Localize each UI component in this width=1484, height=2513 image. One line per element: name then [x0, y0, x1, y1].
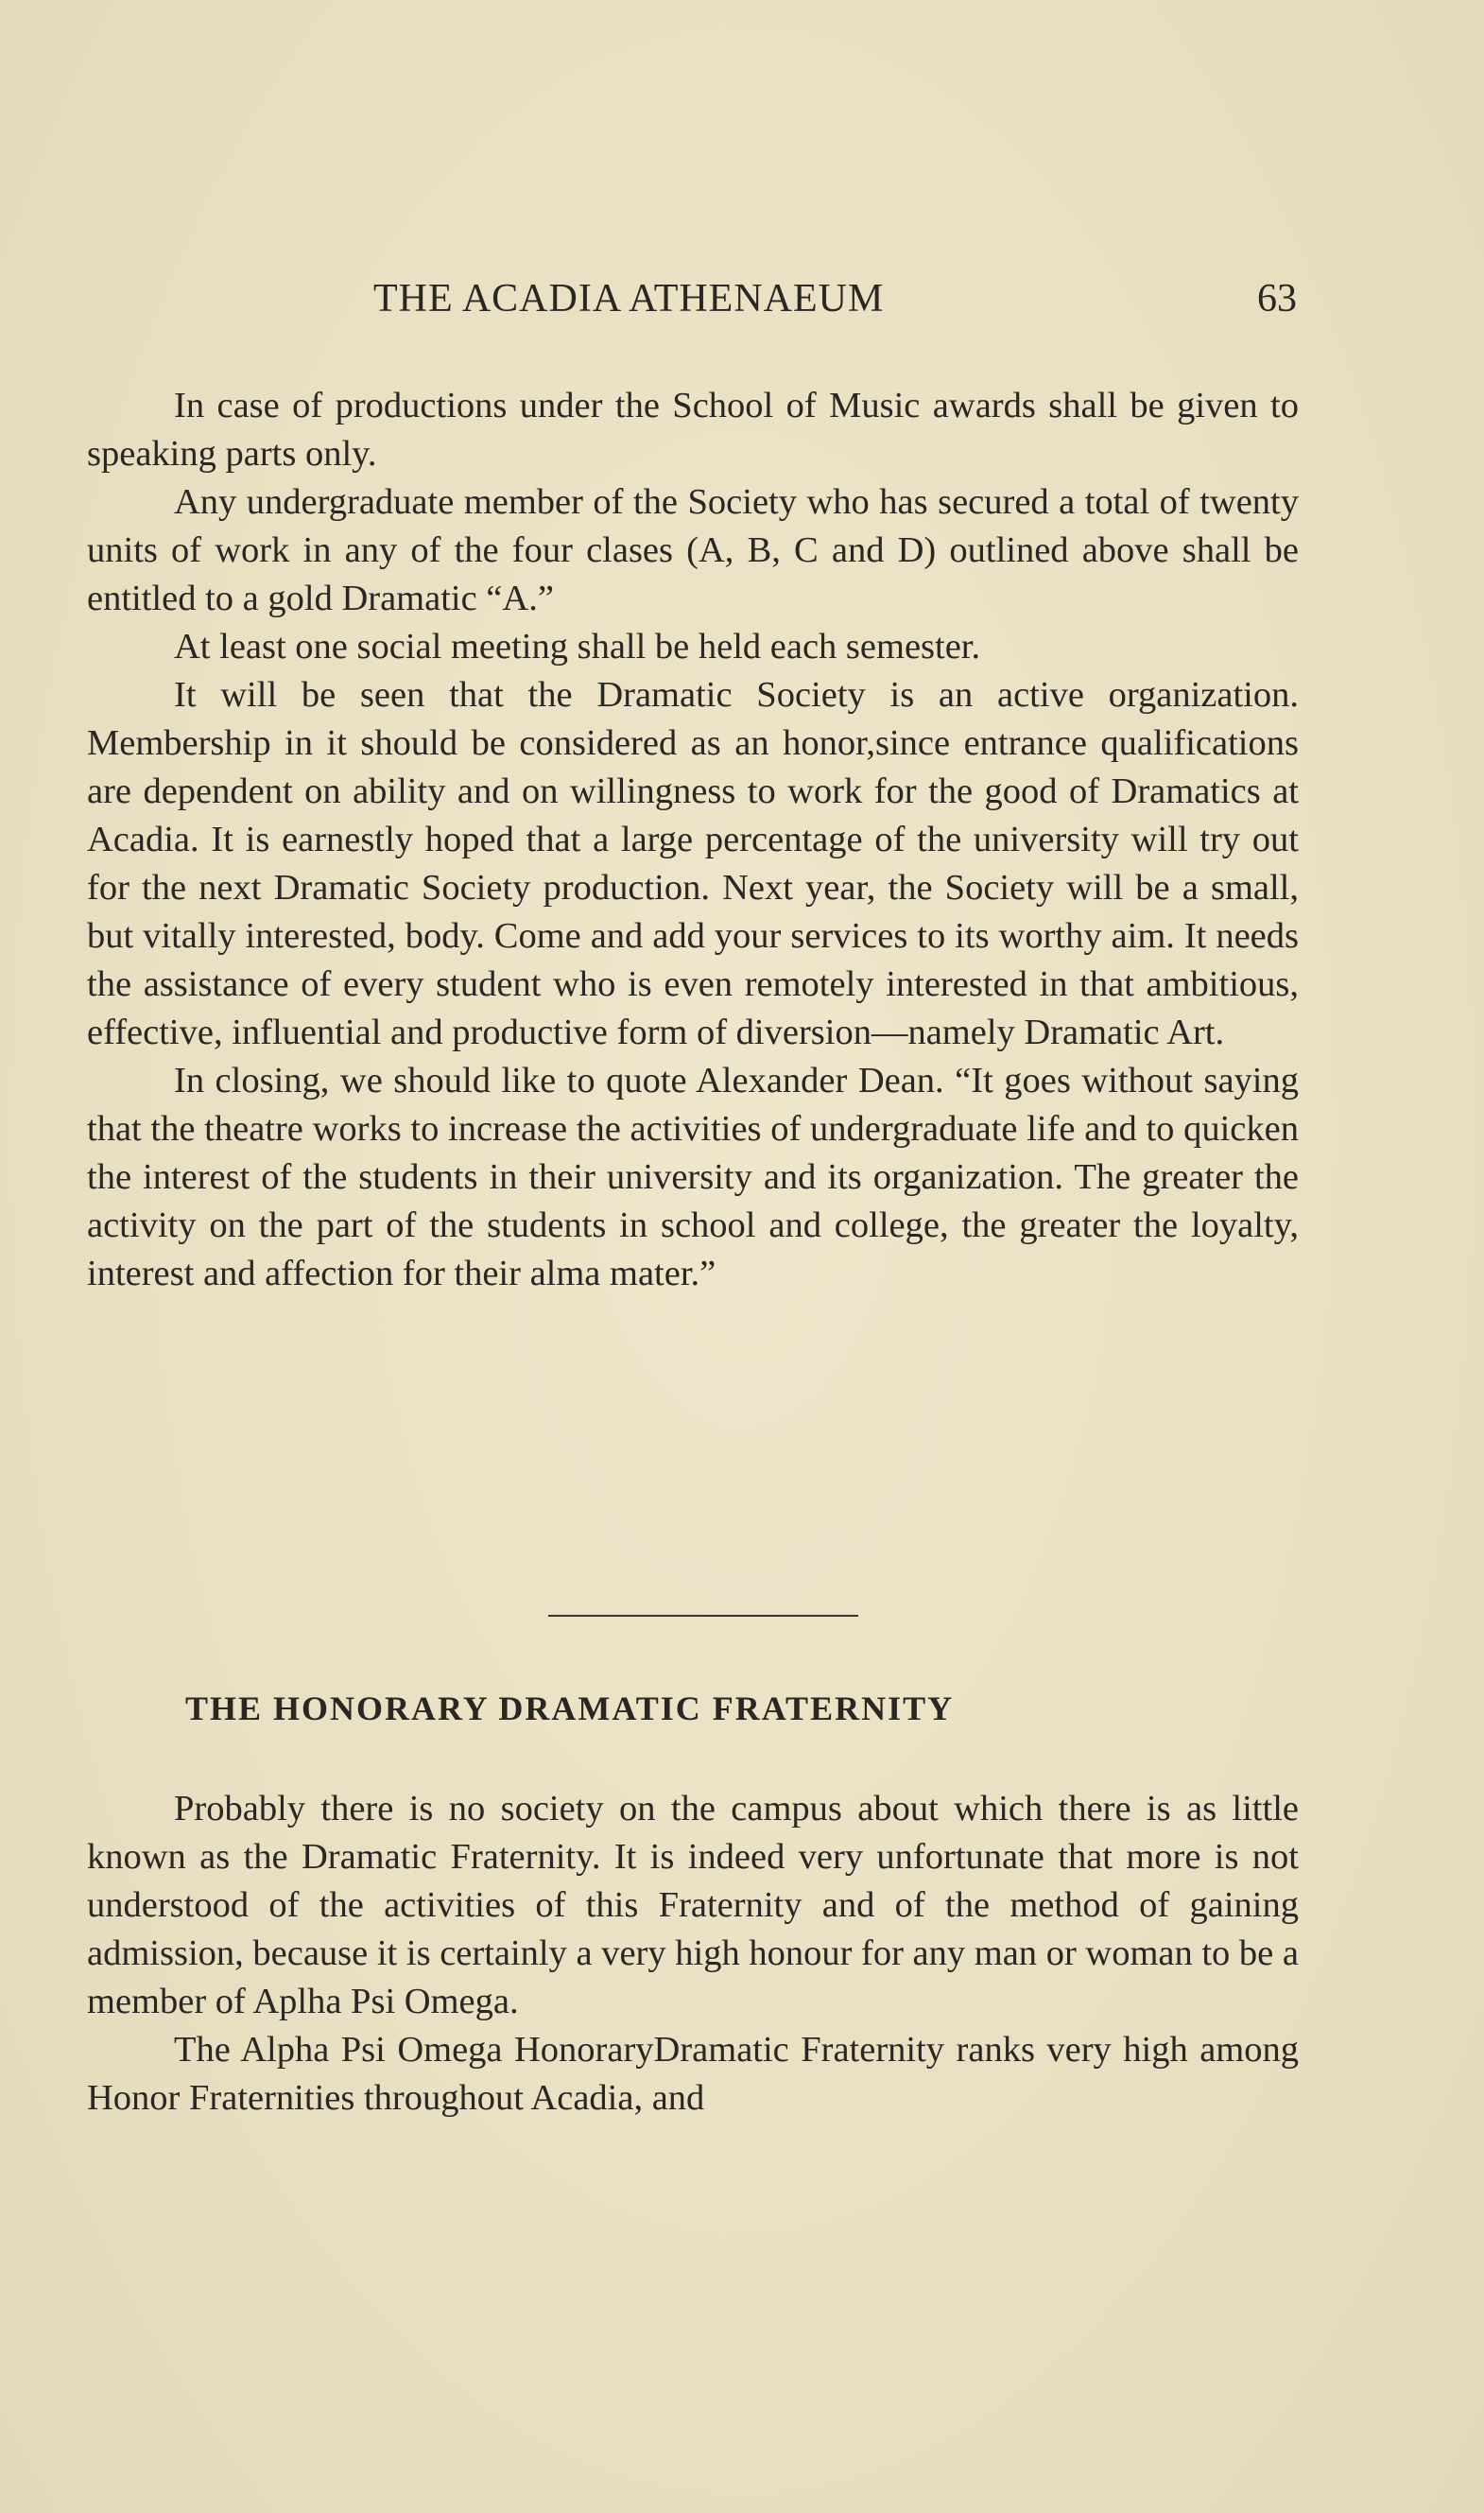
paragraph-social-meeting: At least one social meeting shall be held each semester. — [174, 627, 981, 667]
page-number: 63 — [1257, 277, 1297, 321]
paragraph-music-awards: In case of productions under the School of Music awards shall be given to speaking parts only. — [87, 386, 1299, 474]
paragraph-fraternity-rank: The Alpha Psi Omega HonoraryDramatic Fraternity ranks very high among Honor Fraternities throughout Acadia, and — [87, 2030, 1299, 2118]
paragraph-gold-award: Any undergraduate member of the Society who has secured a total of twenty units of work in any of the four clases (A, B, C and D) outlined above shall be entitled to a gold Dramatic “A.” — [87, 482, 1299, 618]
section-divider — [548, 1615, 858, 1617]
running-head — [87, 276, 1297, 333]
paragraph-active-organization: It will be seen that the Dramatic Society is an active organization. Membership in it should be considered as an honor,since entrance qualifications are dependent on ability and on willingness to work for the good of Dramatics at Acadia. It is earnestly hoped that a large percentage of the university will try out for the next Dramatic Society production. Next year, the Society will be a small, but vitally interested, body. Come and add your services to its worthy aim. It needs the assistance of every student who is even remotely interested in that ambitious, effective, influential and productive form of diversion—namely Dramatic Art. — [87, 675, 1299, 1052]
body-text-fraternity — [87, 1785, 1299, 2123]
paragraph-fraternity-intro: Probably there is no society on the campus about which there is as little known as the Dramatic Fraternity. It is indeed very unfortunate that more is not understood of the activities of this Fraternity and of the method of gaining admission, because it is certainly a very high honour for any man or woman to be a member of Aplha Psi Omega. — [87, 1789, 1299, 2021]
body-text-top — [87, 382, 1299, 1298]
running-title: THE ACADIA ATHENAEUM — [373, 277, 885, 321]
paragraph-dean-quote: In closing, we should like to quote Alexander Dean. “It goes without saying that the theatre works to increase the activities of undergraduate life and to quicken the interest of the students in their university and its organization. The greater the activity on the part of the students in school and college, the greater the loyalty, interest and affection for their alma mater.” — [87, 1061, 1299, 1293]
section-heading: THE HONORARY DRAMATIC FRATERNITY — [185, 1690, 955, 1727]
